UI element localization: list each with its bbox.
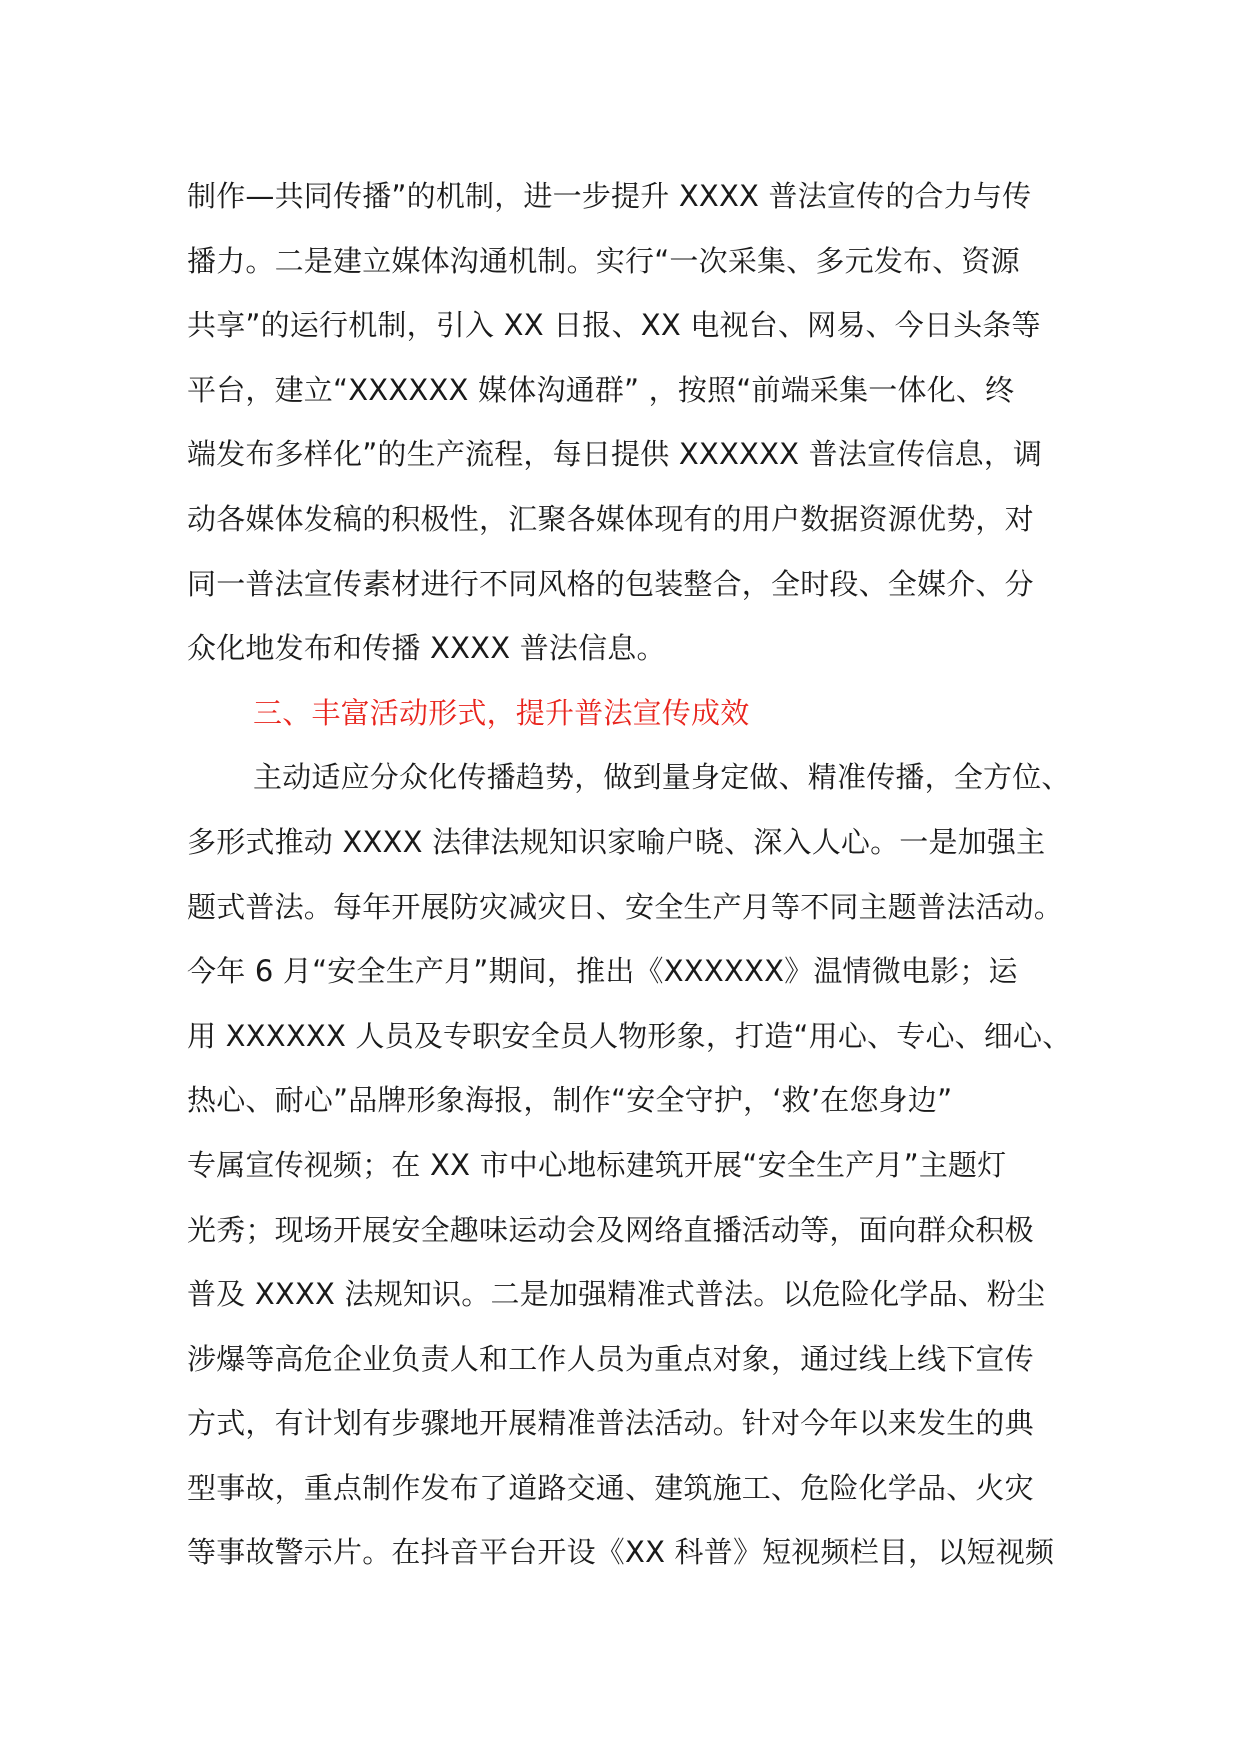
paragraph-line: 题式普法。每年开展防灾减灾日、安全生产月等不同主题普法活动。 bbox=[187, 889, 1064, 924]
paragraph-line: 动各媒体发稿的积极性，汇聚各媒体现有的用户数据资源优势，对 bbox=[187, 501, 1034, 536]
paragraph-line: 等事故警示片。在抖音平台开设《XX 科普》短视频栏目，以短视频 bbox=[187, 1535, 1055, 1570]
paragraph-line: 众化地发布和传播 XXXX 普法信息。 bbox=[187, 631, 666, 666]
paragraph-line: 型事故，重点制作发布了道路交通、建筑施工、危险化学品、火灾 bbox=[187, 1470, 1034, 1505]
paragraph-line: 制作—共同传播”的机制，进一步提升 XXXX 普法宣传的合力与传 bbox=[187, 179, 1032, 213]
paragraph-line: 今年 6 月“安全生产月”期间，推出《XXXXXX》温情微电影；运 bbox=[187, 954, 1018, 989]
section-heading: 三、丰富活动形式，提升普法宣传成效 bbox=[253, 695, 750, 730]
paragraph-line: 端发布多样化”的生产流程，每日提供 XXXXXX 普法宣传信息，调 bbox=[187, 437, 1043, 472]
paragraph-line: 用 XXXXXX 人员及专职安全员人物形象，打造“用心、专心、细心、 bbox=[187, 1018, 1072, 1053]
paragraph-first-line: 主动适应分众化传播趋势，做到量身定做、精准传播，全方位、 bbox=[253, 760, 1071, 795]
paragraph-line: 光秀；现场开展安全趣味运动会及网络直播活动等，面向群众积极 bbox=[187, 1212, 1034, 1247]
paragraph-line: 共享”的运行机制，引入 XX 日报、XX 电视台、网易、今日头条等 bbox=[187, 308, 1041, 343]
paragraph-line: 播力。二是建立媒体沟通机制。实行“一次采集、多元发布、资源 bbox=[187, 243, 1020, 278]
paragraph-line: 普及 XXXX 法规知识。二是加强精准式普法。以危险化学品、粉尘 bbox=[187, 1277, 1046, 1312]
paragraph-line: 多形式推动 XXXX 法律法规知识家喻户晓、深入人心。一是加强主 bbox=[187, 824, 1046, 859]
paragraph-line: 热心、耐心”品牌形象海报，制作“安全守护，‘救’在您身边” bbox=[187, 1083, 953, 1118]
document-body bbox=[187, 164, 1072, 1585]
paragraph-line: 专属宣传视频；在 XX 市中心地标建筑开展“安全生产月”主题灯 bbox=[187, 1147, 1007, 1182]
paragraph-line: 涉爆等高危企业负责人和工作人员为重点对象，通过线上线下宣传 bbox=[187, 1341, 1034, 1376]
paragraph-line: 平台，建立“XXXXXX 媒体沟通群” ，按照“前端采集一体化、终 bbox=[187, 372, 1015, 407]
paragraph-line: 同一普法宣传素材进行不同风格的包装整合，全时段、全媒介、分 bbox=[187, 566, 1034, 601]
paragraph-line: 方式，有计划有步骤地开展精准普法活动。针对今年以来发生的典 bbox=[187, 1406, 1034, 1441]
